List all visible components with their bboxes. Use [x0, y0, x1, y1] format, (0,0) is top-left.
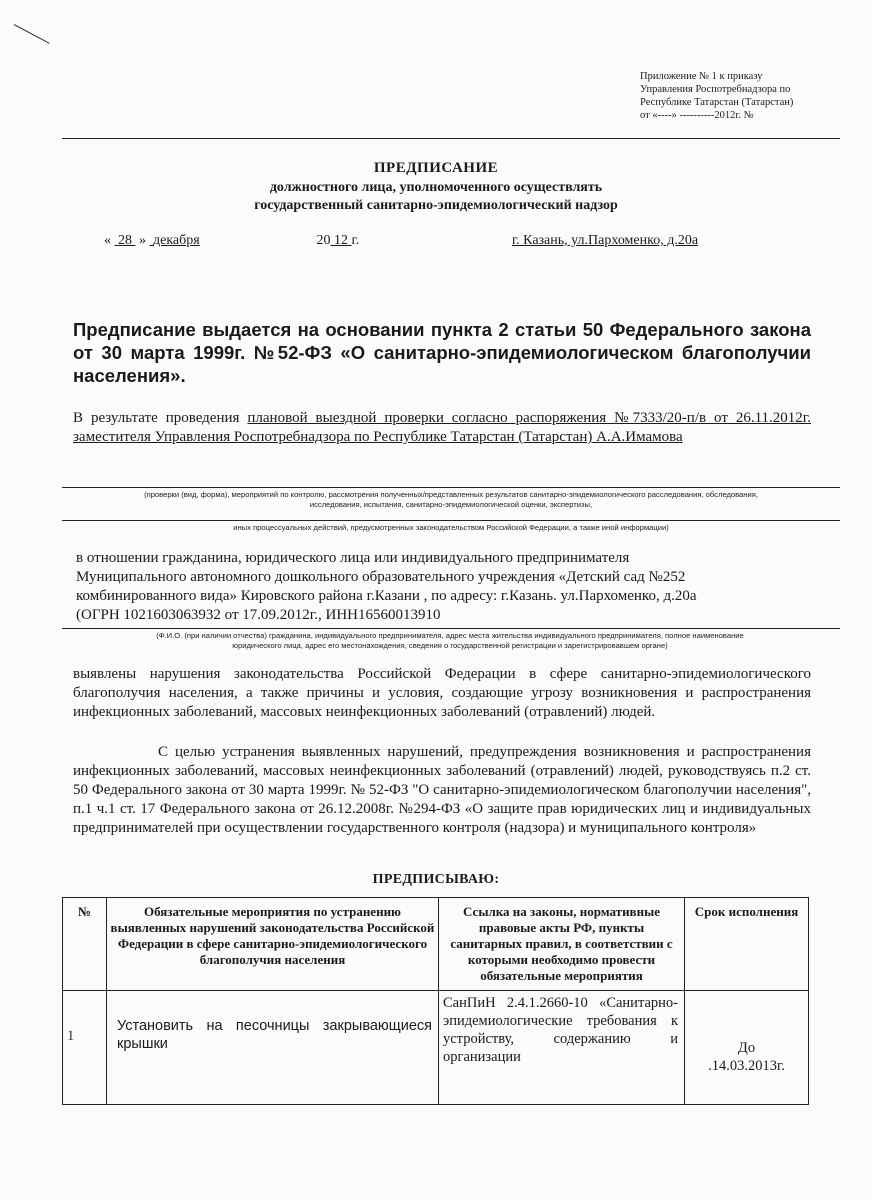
caption-line: юридического лица, адрес его местонахождения, сведения о государственной регистрации и зарегистрировавшем органе): [232, 641, 668, 650]
caption-check-type: [62, 490, 840, 510]
row-deadline: [685, 991, 809, 1105]
date-month: декабря: [153, 233, 200, 248]
caption-line: исследования, испытания, санитарно-эпидемиологической оценки, экспертизы,: [309, 500, 593, 509]
basis-paragraph: Предписание выдается на основании пункта 2 статьи 50 Федерального закона от 30 марта 1999г. №52-ФЗ «О санитарно-эпидемиологическом благополучии населения».: [73, 319, 811, 386]
date-quote: «: [104, 233, 111, 248]
caption-person: [80, 631, 820, 651]
caption-line: (проверки (вид, форма), мероприятий по контролю, рассмотрения полученных/представленных результатов санитарно-эпидемиологического расследования, обследования,: [144, 490, 758, 499]
date-year-unit: г.: [351, 233, 360, 248]
column-header-measures: Обязательные мероприятия по устранению выявленных нарушений законодательства Российской Федерации в сфере санитарно-эпидемиологического благополучия населения: [107, 898, 439, 991]
underline-rule: [62, 628, 840, 629]
column-header-number: №: [63, 898, 107, 991]
header-rule: [62, 138, 840, 139]
date-quote: »: [139, 233, 146, 248]
subject-line: (ОГРН 1021603063932 от 17.09.2012г., ИНН16560013910: [76, 607, 441, 623]
subject-line: Муниципального автономного дошкольного образовательного учреждения «Детский сад №252: [76, 569, 686, 585]
prescribe-heading: ПРЕДПИСЫВАЮ:: [372, 872, 500, 887]
table-row: [63, 991, 809, 1105]
document-subtitle: должностного лица, уполномоченного осуществлять: [269, 180, 603, 195]
issue-place: г. Казань, ул.Пархоменко, д.20а: [512, 233, 699, 248]
subject-line: комбинированного вида» Кировского района г.Казани , по адресу: г.Казань. ул.Пархоменко, д.20а: [76, 588, 697, 604]
underline-rule: [62, 520, 840, 521]
row-legal-reference: СанПиН 2.4.1.2660-10 «Санитарно-эпидемиологические требования к устройству, содержанию и организации: [439, 991, 685, 1105]
date-year-prefix: 20: [316, 233, 331, 248]
result-text: плановой выездной проверки согласно распоряжения №7333/20-п/в от 26.11.2012г. заместителя Управления Роспотребнадзора по Республике Татарстан (Татарстан) А.А.Имамова: [73, 410, 812, 445]
date-year-suffix: 12: [334, 233, 348, 248]
inspection-result: [73, 409, 811, 447]
table-header-row: [63, 898, 809, 991]
underline-rule: [62, 487, 840, 488]
measures-table: [62, 897, 809, 1105]
inspected-subject: [76, 549, 816, 625]
appendix-line: Управления Роспотребнадзора по: [640, 84, 791, 95]
appendix-line: Республике Татарстан (Татарстан): [640, 97, 794, 108]
appendix-line: от «----» ----------2012г. №: [640, 110, 754, 121]
violations-paragraph: выявлены нарушения законодательства Российской Федерации в сфере санитарно-эпидемиологического благополучия населения, а также причины и условия, создающие угрозу возникновения и распространения инфекционных заболеваний, массовых неинфекционных заболеваний (отравлений) людей.: [73, 666, 811, 720]
issue-date: [104, 233, 359, 249]
caption-line: (Ф.И.О. (при наличии отчества) гражданина, индивидуального предпринимателя, адрес места жительства индивидуального предпринимателя, полное наименование: [156, 631, 744, 640]
document-subtitle: государственный санитарно-эпидемиологический надзор: [254, 198, 618, 213]
date-day: 28: [118, 233, 132, 248]
result-prefix: В результате проведения: [73, 410, 240, 426]
row-number: 1: [63, 991, 107, 1105]
scan-mark: [14, 24, 50, 44]
document-title: ПРЕДПИСАНИЕ: [373, 160, 499, 176]
subject-line: в отношении гражданина, юридического лица или индивидуального предпринимателя: [76, 550, 630, 566]
column-header-legal-reference: Ссылка на законы, нормативные правовые акты РФ, пункты санитарных правил, в соответствии с которыми необходимо провести обязательные мероприятия: [439, 898, 685, 991]
deadline-prefix: До: [737, 1040, 756, 1056]
appendix-line: Приложение № 1 к приказу: [640, 71, 763, 82]
purpose-paragraph: С целью устранения выявленных нарушений, предупреждения возникновения и распространения инфекционных заболеваний, массовых неинфекционных заболеваний (отравлений) людей, руководствуясь п.2 ст. 50 Федерального закона от 30 марта 1999г. № 52-ФЗ "О санитарно-эпидемиологическом благополучии населения", п.1 ч.1 ст. 17 Федерального закона от 26.12.2008г. №294-ФЗ «О защите прав юридических лиц и индивидуальных предпринимателей при осуществлении государственного контроля (надзора) и муниципального контроля»: [73, 744, 811, 836]
row-measure: Установить на песочницы закрывающиеся крышки: [107, 991, 439, 1105]
caption-other: иных процессуальных действий, предусмотренных законодательством Российской Федерации, а также иной информации): [233, 523, 669, 532]
column-header-deadline: Срок исполнения: [685, 898, 809, 991]
appendix-note: [640, 70, 860, 122]
deadline-date: .14.03.2013г.: [708, 1058, 785, 1074]
